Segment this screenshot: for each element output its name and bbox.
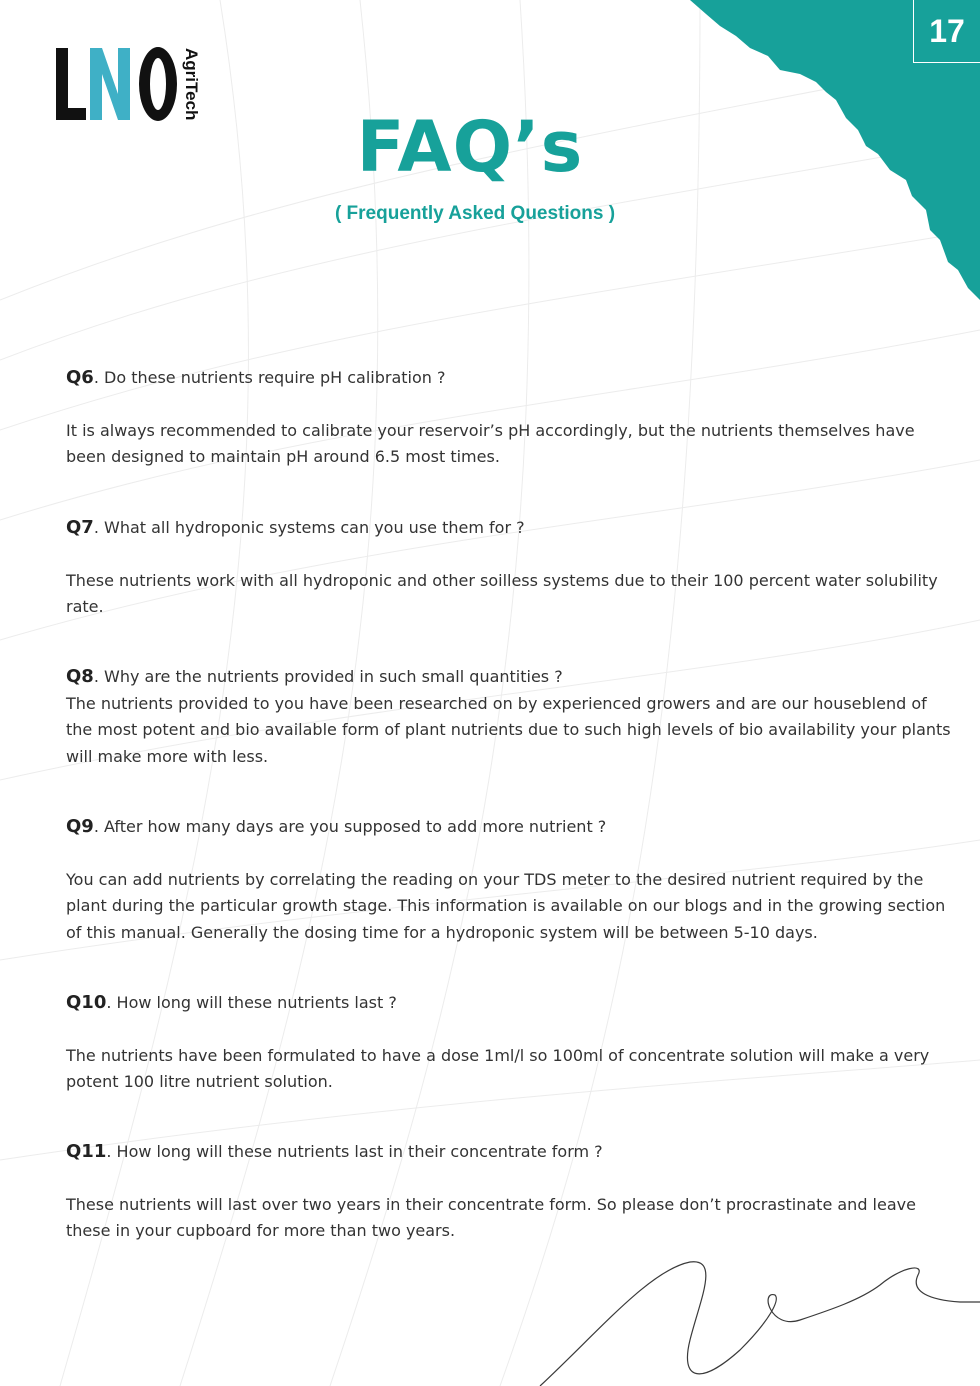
answer-text: You can add nutrients by correlating the reading on your TDS meter to the desired nutrient required by the plant during the particular growth stage. This information is available on our blogs and in the growing section of this manual. Generally the dosing time for a hydroponic system will be between 5-10 days. <box>66 869 946 942</box>
question-text: . After how many days are you supposed to add more nutrient ? <box>93 817 607 836</box>
question-number: Q8 <box>66 666 94 687</box>
question-number: Q7 <box>66 517 94 538</box>
question-number: Q10 <box>66 992 107 1013</box>
faq-item-q8 <box>66 664 956 770</box>
question-text: . How long will these nutrients last ? <box>106 993 397 1012</box>
question-number: Q6 <box>66 367 94 388</box>
page-number: 17 <box>913 0 980 63</box>
answer-text: The nutrients have been formulated to have a dose 1ml/l so 100ml of concentrate solution will make a very potent 100 litre nutrient solution. <box>66 1045 930 1091</box>
faq-item-q7 <box>66 515 956 621</box>
faq-item-q10 <box>66 990 956 1096</box>
page-subtitle: ( Frequently Asked Questions ) <box>334 203 616 224</box>
faq-item-q9 <box>66 814 956 946</box>
question-text: . How long will these nutrients last in their concentrate form ? <box>106 1142 603 1161</box>
page-title: FAQ’s <box>356 106 584 188</box>
question-text: . Why are the nutrients provided in such small quantities ? <box>93 667 563 686</box>
answer-text: These nutrients will last over two years in their concentrate form. So please don’t procrastinate and leave these in your cupboard for more than two years. <box>66 1194 916 1240</box>
faq-item-q11 <box>66 1139 956 1245</box>
question-text: . What all hydroponic systems can you use them for ? <box>93 518 525 537</box>
question-text: . Do these nutrients require pH calibration ? <box>93 368 446 387</box>
svg-text:AgriTech: AgriTech <box>182 48 201 121</box>
answer-text: These nutrients work with all hydroponic and other soilless systems due to their 100 percent water solubility rate. <box>66 570 938 616</box>
question-number: Q11 <box>66 1141 107 1162</box>
answer-text: The nutrients provided to you have been researched on by experienced growers and are our houseblend of the most potent and bio available form of plant nutrients due to such high levels of bio availability your plants will make more with less. <box>66 693 951 766</box>
faq-item-q6 <box>66 365 956 471</box>
question-number: Q9 <box>66 816 94 837</box>
answer-text: It is always recommended to calibrate your reservoir’s pH accordingly, but the nutrients themselves have been designed to maintain pH around 6.5 most times. <box>66 420 915 466</box>
